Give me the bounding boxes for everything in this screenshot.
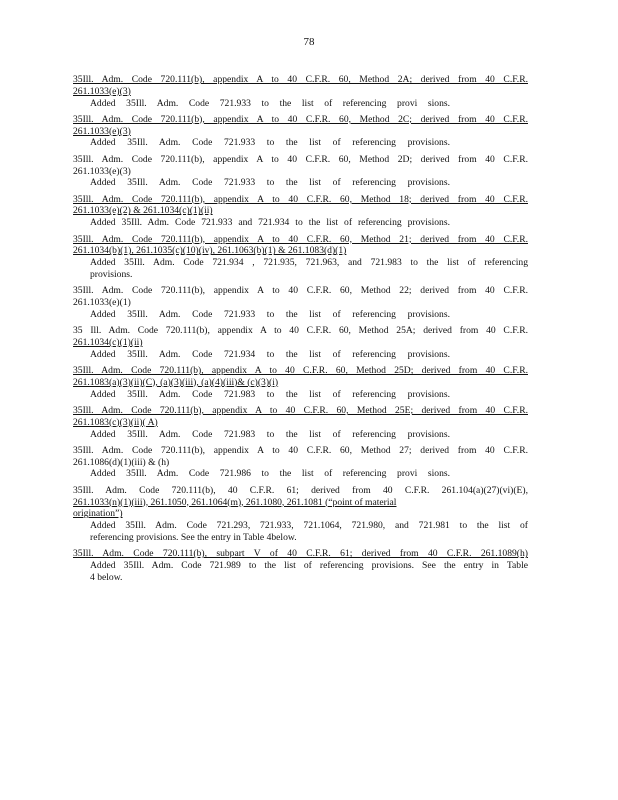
entry-heading: 35Ill. Adm. Code 720.111(b), 40 C.F.R. 61; derived from 40 C.F.R. 261.104(a)(27)(vi)(E), xyxy=(73,484,528,496)
entry-note: Added 35Ill. Adm. Code 721.983 to the list of referencing provisions. xyxy=(90,388,450,400)
entry-note: Added 35Ill. Adm. Code 721.933 and 721.934 to the list of referencing provisions. xyxy=(90,217,450,229)
entry-note: Added 35Ill. Adm. Code 721.933 to the list of referencing provisions. xyxy=(90,308,450,320)
entry-note: Added 35Ill. Adm. Code 721.933 to the list of referencing provisions. xyxy=(90,177,450,189)
entry-heading: 35Ill. Adm. Code 720.111(b), appendix A to 40 C.F.R. 60, Method 2A; derived from 40 C.F.R. xyxy=(73,74,528,85)
entry-heading: 35Ill. Adm. Code 720.111(b), appendix A to 40 C.F.R. 60, Method 25D; derived from 40 C.F.R. xyxy=(73,365,528,377)
entry-heading: 35Ill. Adm. Code 720.111(b), appendix A to 40 C.F.R. 60, Method 25E; derived from 40 C.F.R. xyxy=(73,404,528,416)
entry-heading: 35Ill. Adm. Code 720.111(b), subpart V of 40 C.F.R. 61; derived from 40 C.F.R. 261.1089(h) xyxy=(73,548,528,560)
reference-entry xyxy=(73,285,528,320)
entry-note: Added 35Ill. Adm. Code 721.933 to the list of referencing provi sions. xyxy=(90,97,450,109)
entry-heading: 35Ill. Adm. Code 720.111(b), appendix A to 40 C.F.R. 60, Method 22; derived from 40 C.F.R. xyxy=(73,285,528,297)
reference-entry xyxy=(73,325,528,360)
document-body xyxy=(73,74,528,588)
entry-citation-continued: 261.1033(e)(1) xyxy=(73,297,131,309)
reference-entry xyxy=(73,154,528,189)
entry-heading: 35Ill. Adm. Code 720.111(b), appendix A to 40 C.F.R. 60, Method 2C; derived from 40 C.F.R. xyxy=(73,113,528,125)
entry-note: Added 35Ill. Adm. Code 721.933 to the list of referencing provisions. xyxy=(90,137,450,149)
entry-note: Added 35Ill. Adm. Code 721.986 to the list of referencing provi sions. xyxy=(90,468,450,480)
entry-citation-continued: 261.1033(e)(3) xyxy=(73,85,131,97)
reference-entry xyxy=(73,234,528,281)
entry-heading: 35 Ill. Adm. Code 720.111(b), appendix A to 40 C.F.R. 60, Method 25A; derived from 40 C.F.R. xyxy=(73,325,528,337)
reference-entry xyxy=(73,445,528,480)
entry-citation-continued: 261.1033(e)(2) & 261.1034(c)(1)(ii) xyxy=(73,205,213,217)
entry-citation-continued: 261.1033(e)(3) xyxy=(73,165,131,177)
entry-citation-continued: 261.1086(d)(1)(iii) & (h) xyxy=(73,456,170,468)
reference-entry xyxy=(73,114,528,149)
entry-heading: 35Ill. Adm. Code 720.111(b), appendix A to 40 C.F.R. 60, Method 18; derived from 40 C.F.R. xyxy=(73,193,528,205)
entry-note: referencing provisions. See the entry in Table 4below. xyxy=(90,531,297,543)
page-number: 78 xyxy=(303,36,315,48)
entry-heading: 35Ill. Adm. Code 720.111(b), appendix A to 40 C.F.R. 60, Method 27; derived from 40 C.F.R. xyxy=(73,444,528,456)
entry-heading: 35Ill. Adm. Code 720.111(b), appendix A to 40 C.F.R. 60, Method 2D; derived from 40 C.F.R. xyxy=(73,153,528,165)
reference-entry xyxy=(73,74,528,109)
entry-citation-continued: 261.1034(b)(1), 261.1035(c)(10)(iv), 261.1063(b)(1) & 261.1083(d)(1) xyxy=(73,245,347,257)
entry-citation-continued: 261.1034(c)(1)(ii) xyxy=(73,336,143,348)
entry-citation-continued: 261.1033(n)(1)(iii), 261.1050, 261.1064(m), 261.1080, 261.1081 (“point of material xyxy=(73,496,397,508)
entry-note: Added 35Ill. Adm. Code 721.934 to the list of referencing provisions. xyxy=(90,348,450,360)
reference-entry xyxy=(73,485,528,544)
entry-note: Added 35Ill. Adm. Code 721.934 , 721.935, 721.963, and 721.983 to the list of referencing xyxy=(90,257,528,269)
entry-heading: 35Ill. Adm. Code 720.111(b), appendix A to 40 C.F.R. 60, Method 21; derived from 40 C.F.R. xyxy=(73,233,528,245)
reference-entry xyxy=(73,365,528,400)
entry-note: provisions. xyxy=(90,268,133,280)
entry-citation-continued: 261.1083(a)(3)(ii)(C), (a)(3)(iii), (a)(4)(iii)& (c)(3)(i) xyxy=(73,376,279,388)
entry-citation-continued: origination”) xyxy=(73,508,123,520)
reference-entry xyxy=(73,194,528,229)
reference-entry xyxy=(73,548,528,583)
reference-entry xyxy=(73,405,528,440)
entry-citation-continued: 261.1033(e)(3) xyxy=(73,125,131,137)
entry-note: 4 below. xyxy=(90,571,123,583)
entry-note: Added 35Ill. Adm. Code 721.983 to the list of referencing provisions. xyxy=(90,428,450,440)
entry-note: Added 35Ill. Adm. Code 721.293, 721.933, 721.1064, 721.980, and 721.981 to the list of xyxy=(90,520,528,532)
entry-note: Added 35Ill. Adm. Code 721.989 to the list of referencing provisions. See the entry in Table xyxy=(90,559,528,571)
entry-citation-continued: 261.1083(c)(3)(ii)( A) xyxy=(73,416,158,428)
